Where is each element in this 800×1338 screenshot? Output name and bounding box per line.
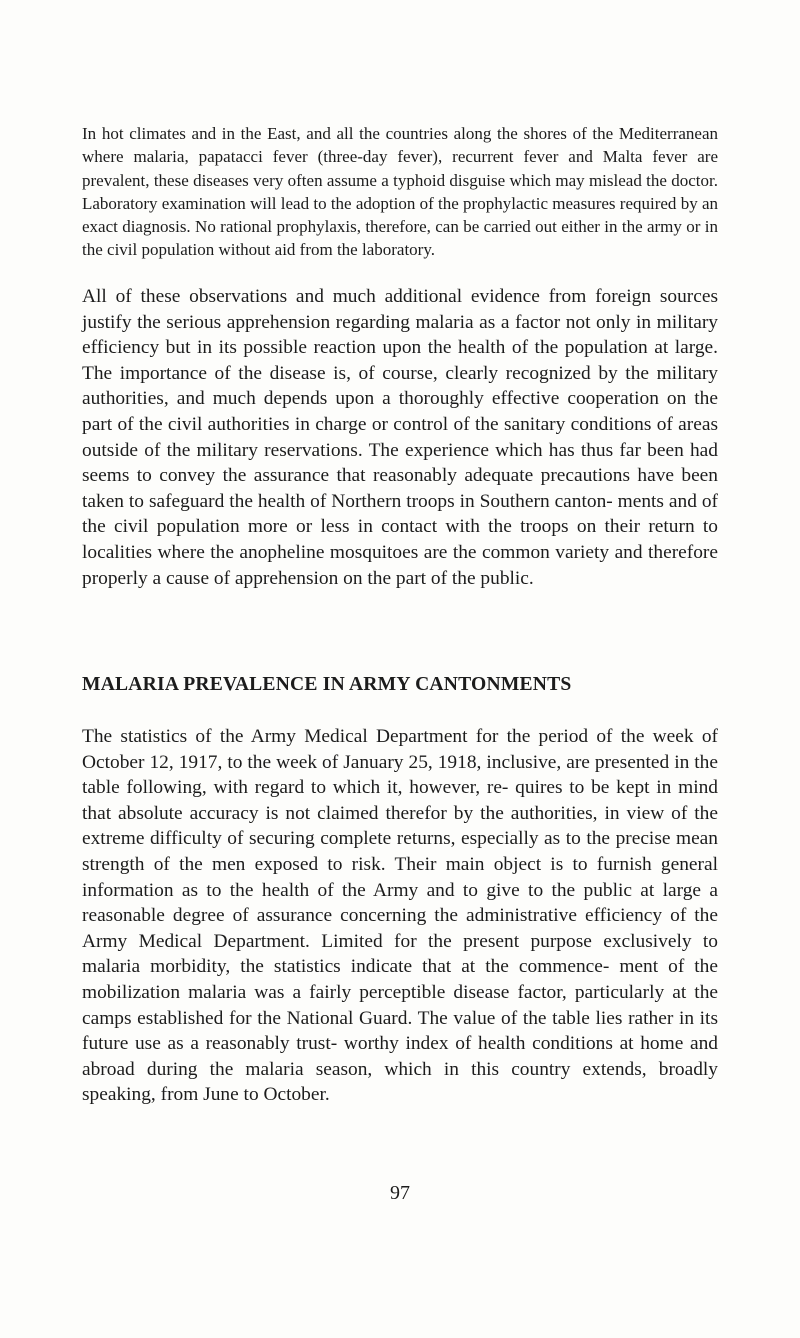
- paragraph-hot-climates: In hot climates and in the East, and all the countries along the shores of the Mediterranean where malaria, papatacci fever (three-day fever), recurrent fever and Malta fever are prevalent, these diseases very often assume a typhoid disguise which may mislead the doctor. Laboratory examination will lead to the adoption of the prophylactic measures required by an exact diagnosis. No rational prophylaxis, therefore, can be carried out either in the army or in the civil population without aid from the laboratory.: [82, 124, 718, 260]
- paragraph-statistics: The statistics of the Army Medical Department for the period of the week of October 12, 1917, to the week of January 25, 1918, inclusive, are presented in the table following, with regard to which it, however, re- quires to be kept in mind that absolute accuracy is not claimed therefor by the authorities, in view of the extreme difficulty of securing complete returns, especially as to the precise mean strength of the men exposed to risk. Their main object is to furnish general information as to the health of the Army and to give to the public at large a reasonable degree of assurance concerning the administrative efficiency of the Army Medical Department. Limited for the present purpose exclusively to malaria morbidity, the statistics indicate that at the commence- ment of the mobilization malaria was a fairly perceptible disease factor, particularly at the camps established for the National Guard. The value of the table lies rather in its future use as a reasonably trust- worthy index of health conditions at home and abroad during the malaria season, which in this country extends, broadly speaking, from June to October.: [82, 726, 718, 1106]
- paragraph-observations: All of these observations and much additional evidence from foreign sources justify the serious apprehension regarding malaria as a factor not only in military efficiency but in its possible reaction upon the health of the population at large. The importance of the disease is, of course, clearly recognized by the military authorities, and much depends upon a thoroughly effective cooperation on the part of the civil authorities in charge or control of the sanitary conditions of areas outside of the military reservations. The experience which has thus far been had seems to convey the assurance that reasonably adequate precautions have been taken to safeguard the health of Northern troops in Southern canton- ments and of the civil population more or less in contact with the troops on their return to localities where the anopheline mosquitoes are the common variety and therefore properly a cause of apprehension on the part of the public.: [82, 286, 718, 589]
- page-number: 97: [390, 1182, 410, 1204]
- section-heading: MALARIA PREVALENCE IN ARMY CANTONMENTS: [82, 674, 572, 695]
